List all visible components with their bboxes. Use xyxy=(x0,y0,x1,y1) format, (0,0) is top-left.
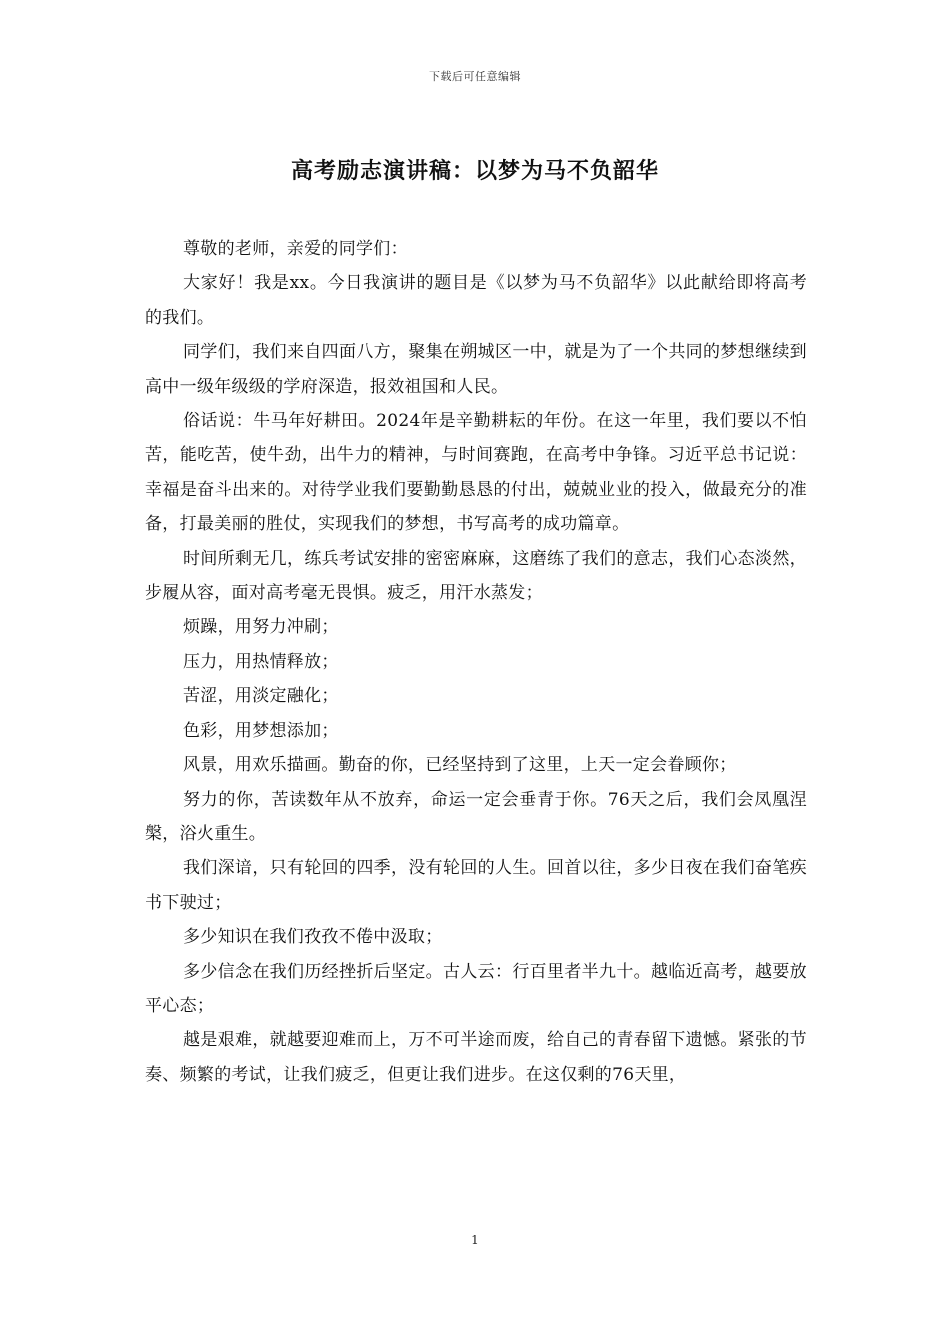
paragraph: 俗话说：牛马年好耕田。2024年是辛勤耕耘的年份。在这一年里，我们要以不怕苦，能吃苦，使牛劲，出牛力的精神，与时间赛跑，在高考中争锋。习近平总书记说：幸福是奋斗出来的。对待学业我们要勤勤恳恳的付出，兢兢业业的投入，做最充分的准备，打最美丽的胜仗，实现我们的梦想，书写高考的成功篇章。 xyxy=(145,411,807,535)
paragraph: 多少知识在我们孜孜不倦中汲取； xyxy=(183,927,443,948)
paragraph: 努力的你，苦读数年从不放弃，命运一定会垂青于你。76天之后，我们会凤凰涅槃，浴火重生。 xyxy=(145,789,807,844)
header-note: 下载后可任意编辑 xyxy=(429,70,521,83)
document-body xyxy=(145,232,807,1092)
paragraph: 同学们，我们来自四面八方，聚集在朔城区一中，就是为了一个共同的梦想继续到高中一级年级级的学府深造，报效祖国和人民。 xyxy=(145,342,807,397)
paragraph-salutation: 尊敬的老师，亲爱的同学们： xyxy=(183,239,408,259)
page-number: 1 xyxy=(471,1233,479,1247)
paragraph: 越是艰难，就越要迎难而上，万不可半途而废，给自己的青春留下遗憾。紧张的节奏、频繁的考试，让我们疲乏，但更让我们进步。在这仅剩的76天里， xyxy=(145,1030,807,1085)
paragraph-greeting: 大家好！我是xx。今日我演讲的题目是《以梦为马不负韶华》以此献给即将高考的我们。 xyxy=(145,273,807,328)
paragraph: 我们深谙，只有轮回的四季，没有轮回的人生。回首以往，多少日夜在我们奋笔疾书下驶过； xyxy=(145,858,807,913)
paragraph: 苦涩，用淡定融化； xyxy=(183,686,339,707)
document-title: 高考励志演讲稿：以梦为马不负韶华 xyxy=(290,158,659,184)
paragraph: 烦躁，用努力冲刷； xyxy=(183,617,339,638)
paragraph: 风景，用欢乐描画。勤奋的你，已经坚持到了这里，上天一定会眷顾你； xyxy=(183,755,737,776)
paragraph: 色彩，用梦想添加； xyxy=(183,720,339,741)
paragraph: 多少信念在我们历经挫折后坚定。古人云：行百里者半九十。越临近高考，越要放平心态； xyxy=(145,961,807,1016)
paragraph: 压力，用热情释放； xyxy=(183,651,339,672)
paragraph: 时间所剩无几，练兵考试安排的密密麻麻，这磨练了我们的意志，我们心态淡然，步履从容，面对高考毫无畏惧。疲乏，用汗水蒸发； xyxy=(145,548,807,604)
